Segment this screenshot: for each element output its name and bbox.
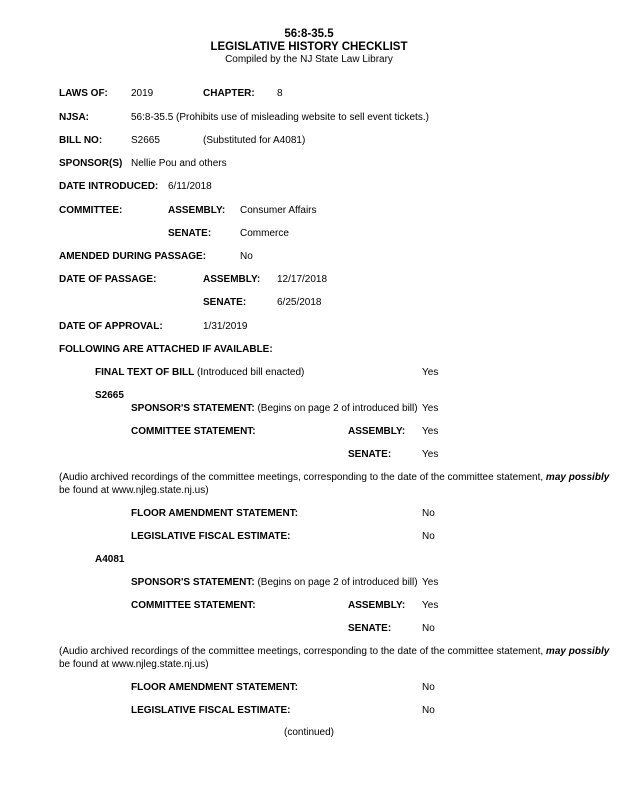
bill-id-a4081: A4081	[95, 554, 125, 565]
floor-amendment-label: FLOOR AMENDMENT STATEMENT:	[131, 682, 299, 693]
passage-assembly-label: ASSEMBLY:	[203, 274, 261, 285]
fiscal-estimate-value: No	[422, 705, 435, 716]
committee-assembly-value: Consumer Affairs	[240, 205, 317, 216]
committee-statement-label: COMMITTEE STATEMENT:	[131, 426, 256, 437]
passage-senate-value: 6/25/2018	[277, 297, 322, 308]
final-text-note: (Introduced bill enacted)	[197, 367, 305, 378]
committee-label: COMMITTEE:	[59, 205, 123, 216]
sponsor-statement-value: Yes	[422, 403, 439, 414]
sponsor-statement-label: SPONSOR'S STATEMENT:	[131, 577, 255, 588]
chapter-value: 8	[277, 88, 283, 99]
bill-no-note: (Substituted for A4081)	[203, 135, 306, 146]
audio-note-emphasis: may possibly	[545, 472, 610, 483]
committee-statement-assembly-value: Yes	[422, 426, 439, 437]
fiscal-estimate-label: LEGISLATIVE FISCAL ESTIMATE:	[131, 531, 291, 542]
sponsor-statement-row	[131, 403, 418, 415]
audio-note-line2: be found at www.njleg.state.nj.us)	[59, 659, 209, 670]
final-text-value: Yes	[422, 367, 439, 378]
passage-assembly-value: 12/17/2018	[277, 274, 328, 285]
audio-note-text: (Audio archived recordings of the committee meetings, corresponding to the date of the committee statement,	[59, 472, 546, 483]
committee-statement-senate-value: No	[422, 623, 435, 634]
sponsor-statement-note: (Begins on page 2 of introduced bill)	[257, 403, 418, 414]
audio-note-text: (Audio archived recordings of the committee meetings, corresponding to the date of the committee statement,	[59, 646, 546, 657]
sponsor-statement-note: (Begins on page 2 of introduced bill)	[257, 577, 418, 588]
njsa-value: 56:8-35.5 (Prohibits use of misleading website to sell event tickets.)	[131, 112, 429, 123]
audio-note-line1	[59, 646, 609, 658]
chapter-label: CHAPTER:	[203, 88, 255, 99]
committee-statement-senate-label: SENATE:	[348, 449, 392, 460]
passage-label: DATE OF PASSAGE:	[59, 274, 157, 285]
laws-of-label: LAWS OF:	[59, 88, 108, 99]
audio-note-line2: be found at www.njleg.state.nj.us)	[59, 485, 209, 496]
sponsors-value: Nellie Pou and others	[131, 158, 227, 169]
approval-value: 1/31/2019	[203, 321, 248, 332]
committee-senate-label: SENATE:	[168, 228, 212, 239]
committee-assembly-label: ASSEMBLY:	[168, 205, 226, 216]
floor-amendment-value: No	[422, 508, 435, 519]
passage-senate-label: SENATE:	[203, 297, 247, 308]
committee-statement-senate-label: SENATE:	[348, 623, 392, 634]
date-introduced-label: DATE INTRODUCED:	[59, 181, 159, 192]
fiscal-estimate-value: No	[422, 531, 435, 542]
final-text-label: FINAL TEXT OF BILL	[95, 367, 195, 378]
committee-statement-senate-value: Yes	[422, 449, 439, 460]
amended-value: No	[240, 251, 253, 262]
committee-statement-label: COMMITTEE STATEMENT:	[131, 600, 256, 611]
committee-senate-value: Commerce	[240, 228, 289, 239]
page-title: LEGISLATIVE HISTORY CHECKLIST	[210, 41, 408, 53]
committee-statement-assembly-label: ASSEMBLY:	[348, 426, 406, 437]
audio-note-line1	[59, 472, 609, 484]
attached-heading: FOLLOWING ARE ATTACHED IF AVAILABLE:	[59, 344, 273, 355]
laws-of-value: 2019	[131, 88, 154, 99]
approval-label: DATE OF APPROVAL:	[59, 321, 163, 332]
continued-note: (continued)	[283, 727, 335, 738]
date-introduced-value: 6/11/2018	[168, 181, 212, 192]
sponsor-statement-row	[131, 577, 418, 589]
floor-amendment-label: FLOOR AMENDMENT STATEMENT:	[131, 508, 299, 519]
committee-statement-assembly-label: ASSEMBLY:	[348, 600, 406, 611]
sponsor-statement-label: SPONSOR'S STATEMENT:	[131, 403, 255, 414]
sponsors-label: SPONSOR(S)	[59, 158, 123, 169]
njsa-label: NJSA:	[59, 112, 90, 123]
audio-note-emphasis: may possibly	[545, 646, 610, 657]
bill-id-s2665: S2665	[95, 390, 124, 401]
bill-no-value: S2665	[131, 135, 160, 146]
fiscal-estimate-label: LEGISLATIVE FISCAL ESTIMATE:	[131, 705, 291, 716]
final-text-row	[95, 367, 304, 379]
bill-no-label: BILL NO:	[59, 135, 103, 146]
floor-amendment-value: No	[422, 682, 435, 693]
amended-label: AMENDED DURING PASSAGE:	[59, 251, 207, 262]
citation: 56:8-35.5	[284, 28, 334, 40]
committee-statement-assembly-value: Yes	[422, 600, 439, 611]
subtitle: Compiled by the NJ State Law Library	[225, 54, 393, 65]
sponsor-statement-value: Yes	[422, 577, 439, 588]
